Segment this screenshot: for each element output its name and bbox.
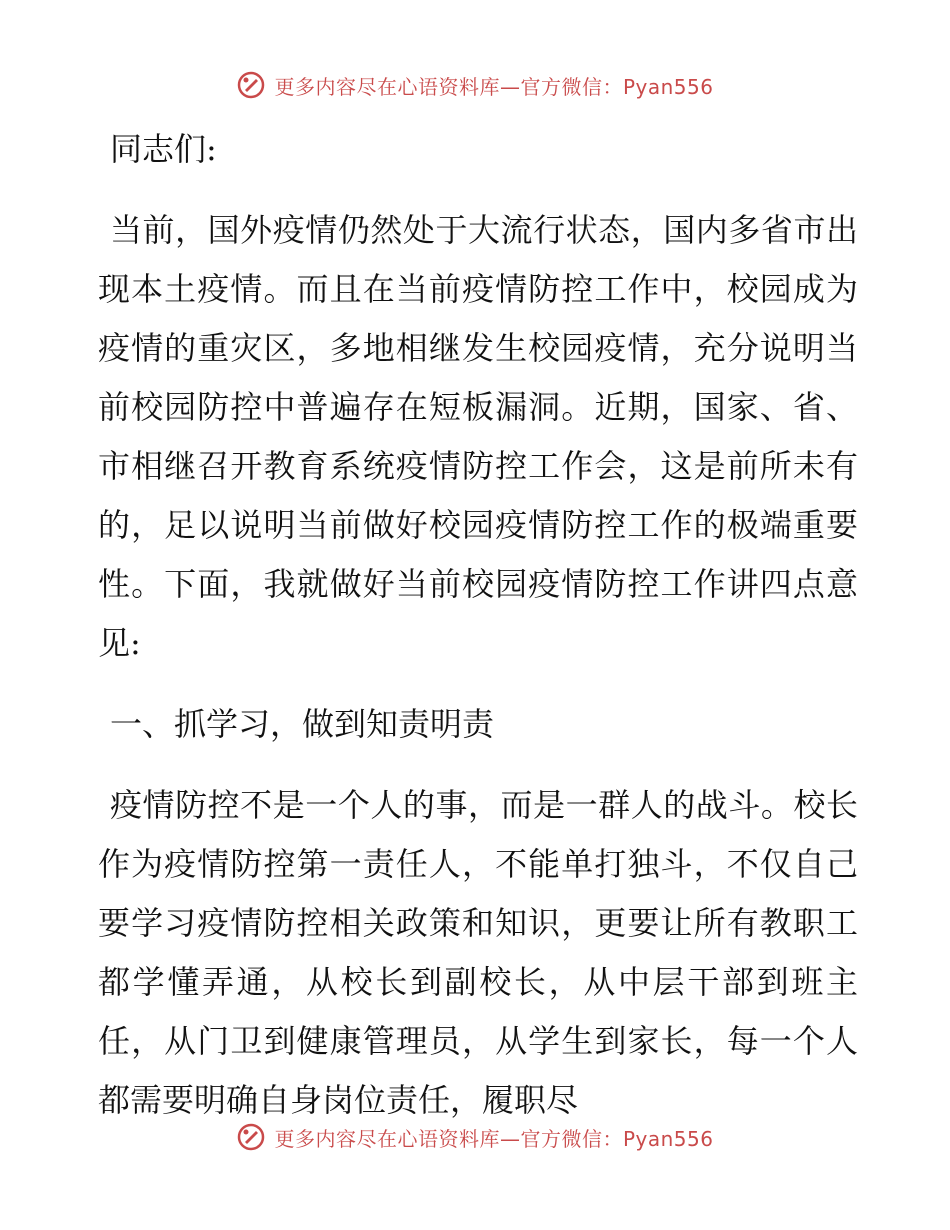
salutation: 同志们:	[110, 130, 217, 168]
paragraph-body: 疫情防控不是一个人的事，而是一群人的战斗。校长作为疫情防控第一责任人，不能单打独斗，不仅自己要学习疫情防控相关政策和知识，更要让所有教职工都学懂弄通，从校长到副校长，从中层干部到班主任，从门卫到健康管理员，从学生到家长，每一个人都需要明确自身岗位责任，履职尽	[98, 786, 858, 1119]
paragraph-intro: 当前，国外疫情仍然处于大流行状态，国内多省市出现本土疫情。而且在当前疫情防控工作中，校园成为疫情的重灾区，多地相继发生校园疫情，充分说明当前校园防控中普遍存在短板漏洞。近期，国家、省、市相继召开教育系统疫情防控工作会，这是前所未有的，足以说明当前做好校园疫情防控工作的极端重要性。下面，我就做好当前校园疫情防控工作讲四点意见:	[98, 211, 858, 662]
footer-watermark	[0, 1122, 950, 1152]
watermark-text: 更多内容尽在心语资料库—官方微信：Pyan556	[274, 1126, 714, 1151]
section-heading: 一、抓学习，做到知责明责	[110, 705, 495, 743]
brand-logo-icon	[236, 1122, 266, 1152]
header-watermark	[0, 70, 950, 100]
document-body	[98, 120, 858, 1130]
watermark-text: 更多内容尽在心语资料库—官方微信：Pyan556	[274, 74, 714, 99]
brand-logo-icon	[236, 70, 266, 100]
